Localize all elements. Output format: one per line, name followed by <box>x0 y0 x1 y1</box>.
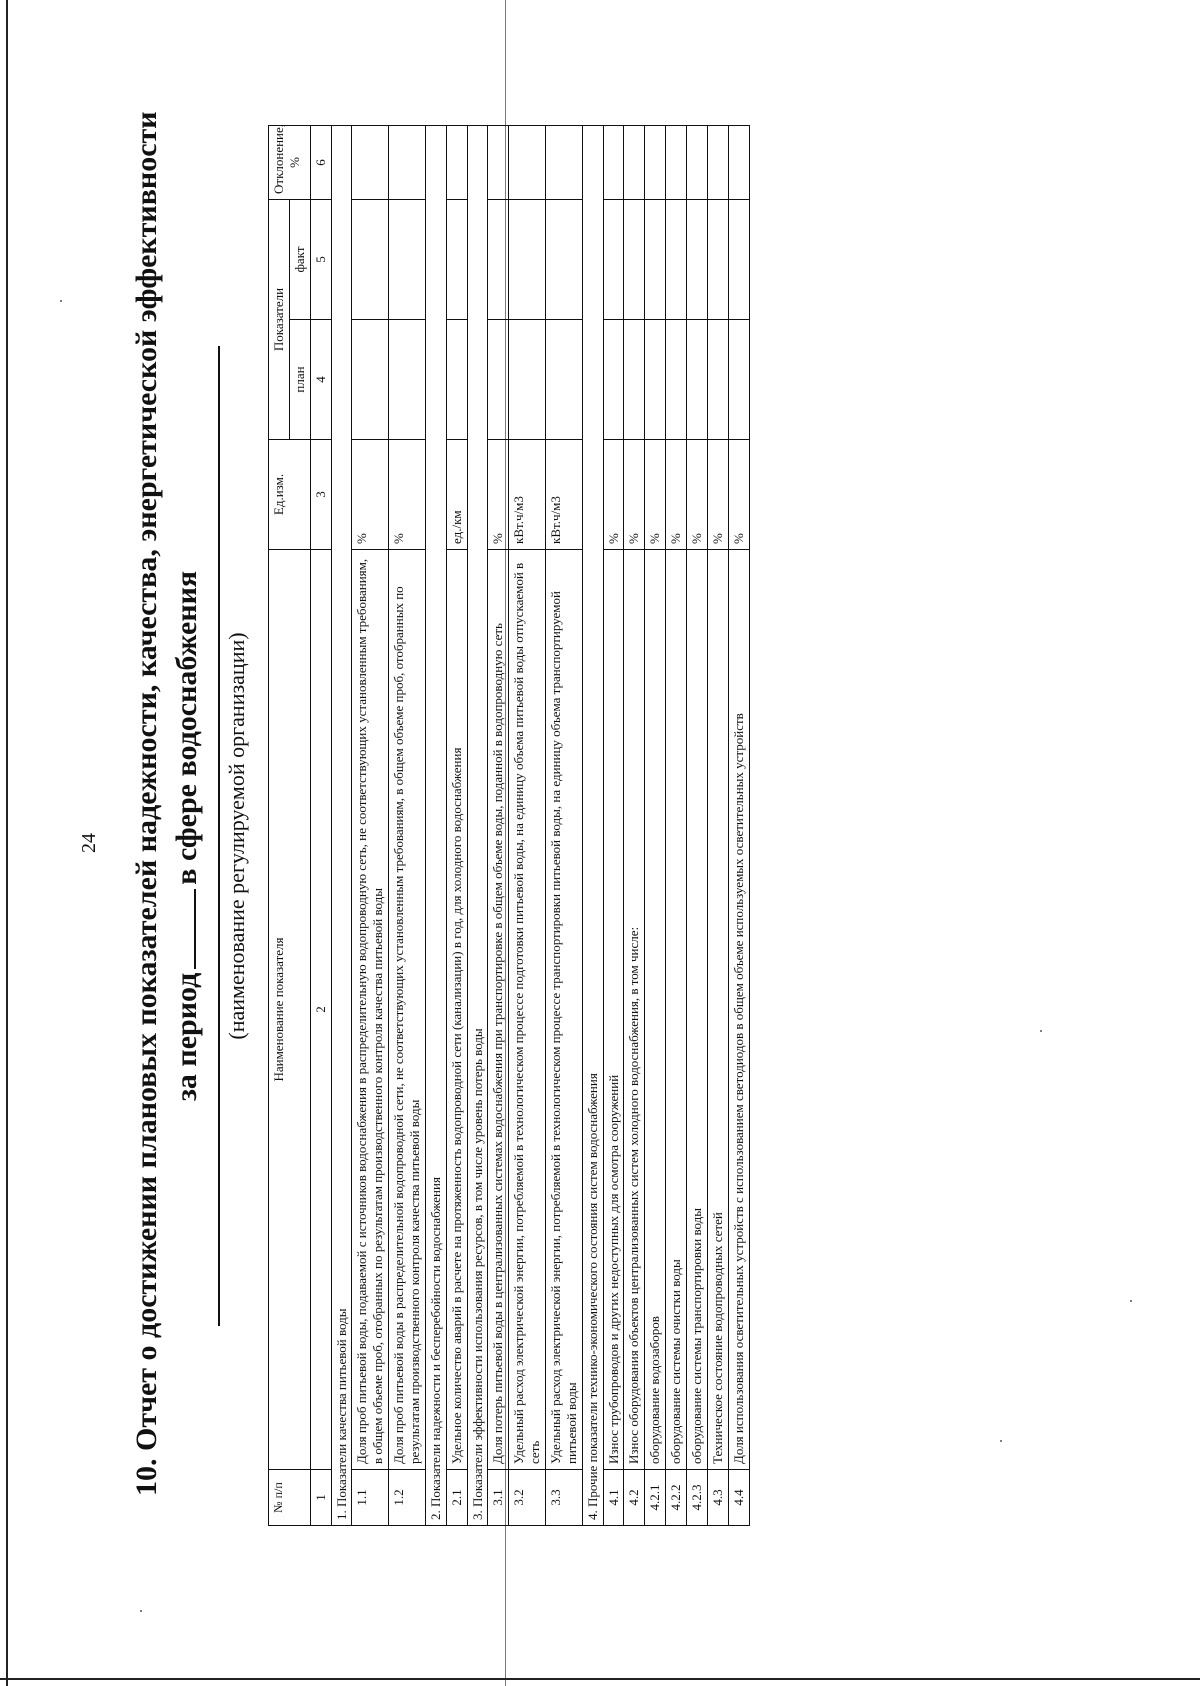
row-deviation <box>446 126 467 200</box>
table-header-row <box>269 126 290 1526</box>
section-row <box>425 126 446 1526</box>
col-number: 6 <box>310 126 331 200</box>
row-fact <box>446 200 467 320</box>
row-deviation <box>687 126 708 200</box>
col-number: 3 <box>310 440 331 550</box>
row-fact <box>728 200 749 320</box>
row-unit: % <box>488 440 509 550</box>
table-row <box>645 126 666 1526</box>
row-num: 4.2.3 <box>687 1470 708 1526</box>
indicators-table <box>268 125 750 1526</box>
row-fact <box>603 200 624 320</box>
row-plan <box>687 320 708 440</box>
table-row <box>389 126 426 1526</box>
row-name: Удельный расход электрической энергии, потребляемой в технологическом процессе подготовки питьевой воды, на единицу объема питьевой воды отпускаемой в сеть <box>509 550 546 1470</box>
header-plan: план <box>289 320 310 440</box>
row-unit: % <box>624 440 645 550</box>
row-num: 4.2.1 <box>645 1470 666 1526</box>
row-name: оборудование системы транспортировки воды <box>687 550 708 1470</box>
table-row <box>728 126 749 1526</box>
header-deviation: Отклонение, % <box>269 126 311 200</box>
row-fact <box>352 200 389 320</box>
section-row <box>467 126 488 1526</box>
row-unit: % <box>389 440 426 550</box>
row-fact <box>488 200 509 320</box>
row-plan <box>546 320 583 440</box>
row-unit: % <box>687 440 708 550</box>
table-body <box>331 126 749 1526</box>
row-name: Доля проб питьевой воды в распределительной водопроводной сети, не соответствующих установленным требованиям, в общем объеме проб, отобранных по результатам производственного контроля качества питьевой воды <box>389 550 426 1470</box>
row-num: 2.1 <box>446 1470 467 1526</box>
table-row <box>546 126 583 1526</box>
row-fact <box>624 200 645 320</box>
row-num: 1.1 <box>352 1470 389 1526</box>
sphere-label: в сфере водоснабжения <box>170 570 203 885</box>
table-row <box>687 126 708 1526</box>
row-num: 4.4 <box>728 1470 749 1526</box>
report-title: 10. Отчет о достижении плановых показателей надежности, качества, энергетической эффективности <box>130 111 163 1496</box>
row-deviation <box>728 126 749 200</box>
row-plan <box>707 320 728 440</box>
row-deviation <box>488 126 509 200</box>
section-row <box>582 126 603 1526</box>
row-unit: кВт.ч/м3 <box>509 440 546 550</box>
page-number: 24 <box>78 833 100 853</box>
table-row <box>624 126 645 1526</box>
row-fact <box>687 200 708 320</box>
row-fact <box>707 200 728 320</box>
row-unit: кВт.ч/м3 <box>546 440 583 550</box>
row-unit: % <box>728 440 749 550</box>
row-fact <box>645 200 666 320</box>
section-title: 4. Прочие показатели технико-экономического состояния систем водоснабжения <box>582 126 603 1526</box>
row-plan <box>446 320 467 440</box>
row-plan <box>352 320 389 440</box>
row-num: 4.2.2 <box>666 1470 687 1526</box>
header-unit: Ед.изм. <box>269 440 311 550</box>
header-num: № п/п <box>269 1470 311 1526</box>
row-deviation <box>352 126 389 200</box>
row-num: 4.3 <box>707 1470 728 1526</box>
period-label: за период <box>170 972 203 1102</box>
header-name: Наименование показателя <box>269 550 311 1470</box>
table-row <box>446 126 467 1526</box>
section-row <box>331 126 352 1526</box>
row-deviation <box>645 126 666 200</box>
row-name: Доля проб питьевой воды, подаваемой с источников водоснабжения в распределительную водопроводную сеть, не соответствующих установленным требованиям, в общем объеме проб, отобранных по результатам производственного контроля качества питьевой воды <box>352 550 389 1470</box>
section-title: 3. Показатели эффективности использования ресурсов, в том числе уровень потерь воды <box>467 126 488 1526</box>
row-deviation <box>603 126 624 200</box>
row-num: 3.1 <box>488 1470 509 1526</box>
row-plan <box>603 320 624 440</box>
table-row <box>666 126 687 1526</box>
row-deviation <box>707 126 728 200</box>
row-plan <box>666 320 687 440</box>
table-row <box>488 126 509 1526</box>
table-row <box>509 126 546 1526</box>
organization-blank-line <box>218 346 220 1326</box>
row-plan <box>509 320 546 440</box>
row-fact <box>509 200 546 320</box>
row-name: Доля потерь питьевой воды в централизованных системах водоснабжения при транспортировке в общем объеме воды, поданной в водопроводную сеть <box>488 550 509 1470</box>
section-title: 2. Показатели надежности и бесперебойности водоснабжения <box>425 126 446 1526</box>
row-unit: % <box>603 440 624 550</box>
row-unit: ед./км <box>446 440 467 550</box>
row-num: 4.1 <box>603 1470 624 1526</box>
column-number-row <box>310 126 331 1526</box>
col-number: 5 <box>310 200 331 320</box>
table-row <box>707 126 728 1526</box>
row-deviation <box>624 126 645 200</box>
row-plan <box>624 320 645 440</box>
row-fact <box>389 200 426 320</box>
report-period-line <box>170 176 204 1496</box>
header-fact: факт <box>289 200 310 320</box>
col-number: 1 <box>310 1470 331 1526</box>
row-plan <box>645 320 666 440</box>
header-indicators: Показатели <box>269 200 290 440</box>
row-name: Доля использования осветительных устройств с использованием светодиодов в общем объеме используемых осветительных устройств <box>728 550 749 1470</box>
row-name: Удельный расход электрической энергии, потребляемой в технологическом процессе транспортировки питьевой воды, на единицу объема транспортируемой питьевой воды <box>546 550 583 1470</box>
row-unit: % <box>707 440 728 550</box>
col-number: 4 <box>310 320 331 440</box>
row-num: 3.3 <box>546 1470 583 1526</box>
row-num: 1.2 <box>389 1470 426 1526</box>
row-unit: % <box>645 440 666 550</box>
row-fact <box>666 200 687 320</box>
row-plan <box>389 320 426 440</box>
row-plan <box>488 320 509 440</box>
row-deviation <box>666 126 687 200</box>
row-name: Удельное количество аварий в расчете на протяженность водопроводной сети (канализации) в год, для холодного водоснабжения <box>446 550 467 1470</box>
row-name: Износ оборудования объектов централизованных систем холодного водоснабжения, в том числе: <box>624 550 645 1470</box>
row-num: 3.2 <box>509 1470 546 1526</box>
row-plan <box>728 320 749 440</box>
period-blank <box>194 889 196 969</box>
row-deviation <box>546 126 583 200</box>
row-unit: % <box>666 440 687 550</box>
col-number: 2 <box>310 550 331 1470</box>
row-name: оборудование водозаборов <box>645 550 666 1470</box>
table-row <box>352 126 389 1526</box>
row-deviation <box>389 126 426 200</box>
section-title: 1. Показатели качества питьевой воды <box>331 126 352 1526</box>
row-name: Износ трубопроводов и других недоступных для осмотра сооружений <box>603 550 624 1470</box>
row-deviation <box>509 126 546 200</box>
row-unit: % <box>352 440 389 550</box>
row-num: 4.2 <box>624 1470 645 1526</box>
row-name: Техническое состояние водопроводных сетей <box>707 550 728 1470</box>
table-row <box>603 126 624 1526</box>
row-name: оборудование системы очистки воды <box>666 550 687 1470</box>
row-fact <box>546 200 583 320</box>
organization-caption: (наименование регулируемой организации) <box>224 632 249 1040</box>
